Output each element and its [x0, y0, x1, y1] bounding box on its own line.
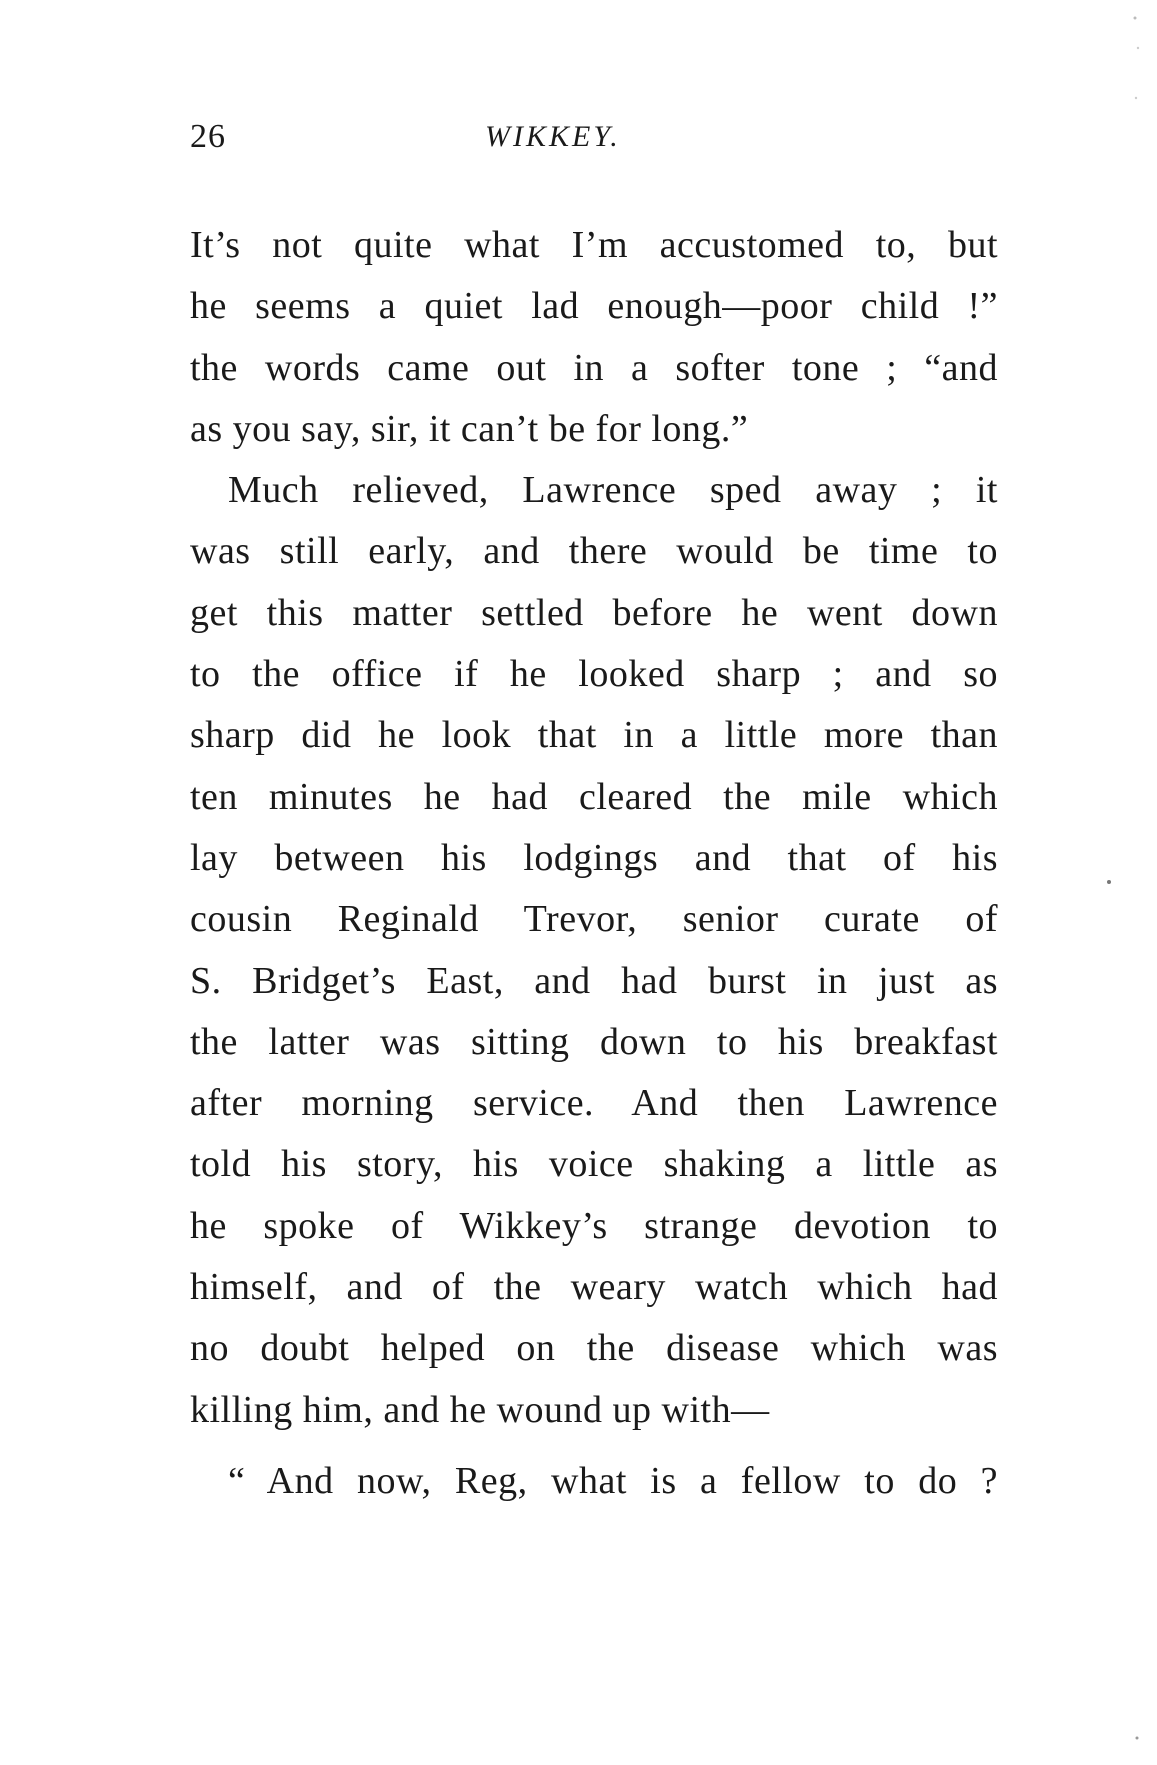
text-line: told his story, his voice shaking a little as [190, 1143, 998, 1186]
text-line: S. Bridget’s East, and had burst in just as [190, 959, 998, 1002]
text-line: no doubt helped on the disease which was [190, 1327, 998, 1370]
text-line: lay between his lodgings and that of his [190, 836, 998, 879]
text-line: was still early, and there would be time to [190, 530, 998, 573]
text-line: It’s not quite what I’m accustomed to, but [190, 224, 998, 266]
text-line: killing him, and he wound up with— [190, 1388, 770, 1431]
text-line: he seems a quiet lad enough—poor child !” [190, 285, 998, 328]
text-line: to the office if he looked sharp ; and so [190, 653, 998, 696]
paragraph-start-line: Much relieved, Lawrence sped away ; it [228, 469, 998, 512]
text-line: get this matter settled before he went down [190, 591, 998, 634]
text-line: sharp did he look that in a little more than [190, 714, 998, 757]
speck [1107, 880, 1111, 884]
dialogue-line: “ And now, Reg, what is a fellow to do ? [228, 1459, 998, 1502]
text-line: the latter was sitting down to his breakfast [190, 1020, 998, 1063]
text-line: the words came out in a softer tone ; “and [190, 346, 998, 389]
body-text [190, 215, 998, 1512]
speck [1136, 1737, 1139, 1740]
page-number: 26 [190, 118, 226, 155]
text-line: himself, and of the weary watch which had [190, 1266, 998, 1309]
text-line: ten minutes he had cleared the mile which [190, 775, 998, 818]
text-line: cousin Reginald Trevor, senior curate of [190, 898, 998, 941]
text-line: after morning service. And then Lawrence [190, 1082, 998, 1125]
speck [1135, 97, 1137, 99]
speck [1134, 17, 1137, 20]
page-header [190, 118, 1000, 168]
text-line: as you say, sir, it can’t be for long.” [190, 407, 749, 450]
speck [1137, 47, 1139, 49]
running-title: WIKKEY. [485, 120, 621, 153]
text-line: he spoke of Wikkey’s strange devotion to [190, 1204, 998, 1247]
